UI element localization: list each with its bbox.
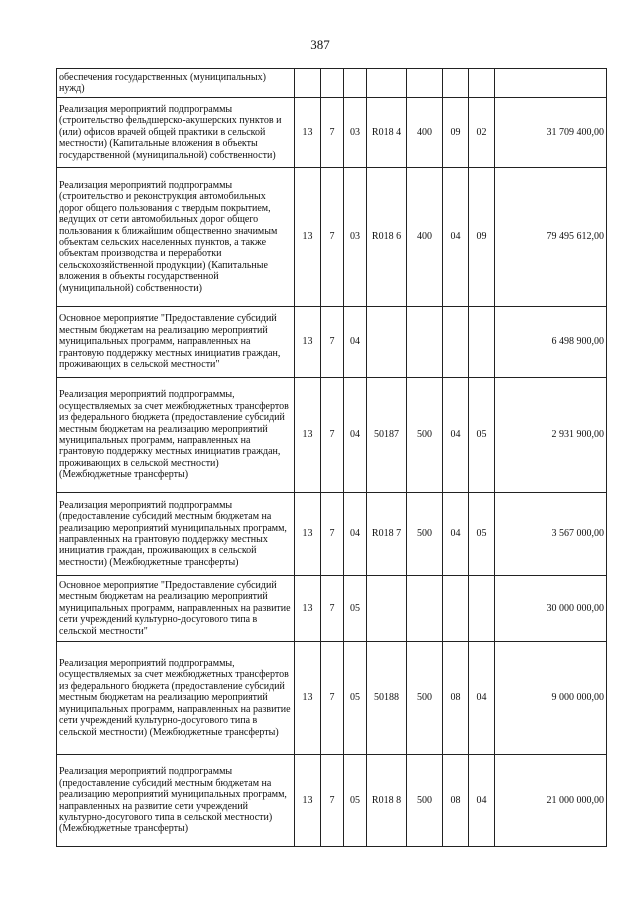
code-program: 7	[321, 642, 344, 755]
code-direction	[367, 69, 407, 98]
row-description: Реализация мероприятий подпрограммы (строительство фельдшерско-акушерских пунктов и (или) офисов врачей общей практики в сельской местности) (Капитальные вложения в объекты государственной (муниципальной) собственности)	[57, 98, 295, 168]
table-row	[57, 168, 607, 307]
code-subsection: 04	[469, 642, 495, 755]
code-subprogram: 04	[344, 378, 367, 493]
table-row	[57, 493, 607, 576]
table-body	[57, 69, 607, 847]
code-ministry: 13	[295, 755, 321, 847]
code-direction: R018 6	[367, 168, 407, 307]
code-subprogram: 05	[344, 642, 367, 755]
code-subsection: 05	[469, 378, 495, 493]
row-description: Реализация мероприятий подпрограммы, осуществляемых за счет межбюджетных трансфертов из федерального бюджета (предоставление субсидий местным бюджетам на реализацию мероприятий муниципальных программ, направленных на грантовую поддержку местных инициатив граждан, проживающих в сельской местности) (Межбюджетные трансферты)	[57, 378, 295, 493]
row-amount: 31 709 400,00	[495, 98, 607, 168]
code-program	[321, 69, 344, 98]
code-ministry: 13	[295, 642, 321, 755]
row-description: Реализация мероприятий подпрограммы (предоставление субсидий местным бюджетам на реализацию мероприятий муниципальных программ, направленных на грантовую поддержку местных инициатив граждан, проживающих в сельской местности) (Межбюджетные трансферты)	[57, 493, 295, 576]
row-description: Реализация мероприятий подпрограммы (строительство и реконструкция автомобильных дорог общего пользования с твердым покрытием, ведущих от сети автомобильных дорог общего пользования к ближайшим общественно значимым объектам сельских населенных пунктов, а также объектам производства и переработки сельскохозяйственной продукции) (Капитальные вложения в объекты государственной (муниципальной) собственности)	[57, 168, 295, 307]
code-expense-type: 500	[407, 755, 443, 847]
code-subprogram: 04	[344, 493, 367, 576]
code-direction: R018 4	[367, 98, 407, 168]
code-ministry: 13	[295, 576, 321, 642]
code-subsection: 02	[469, 98, 495, 168]
code-subprogram: 05	[344, 755, 367, 847]
row-amount: 6 498 900,00	[495, 307, 607, 378]
code-expense-type: 400	[407, 168, 443, 307]
table-row	[57, 378, 607, 493]
code-ministry: 13	[295, 307, 321, 378]
code-subprogram: 04	[344, 307, 367, 378]
code-subsection: 09	[469, 168, 495, 307]
code-expense-type: 500	[407, 378, 443, 493]
code-expense-type	[407, 69, 443, 98]
row-amount: 3 567 000,00	[495, 493, 607, 576]
code-direction	[367, 307, 407, 378]
code-expense-type: 400	[407, 98, 443, 168]
code-ministry: 13	[295, 378, 321, 493]
code-ministry: 13	[295, 493, 321, 576]
table-row	[57, 98, 607, 168]
code-section: 08	[443, 755, 469, 847]
code-subsection	[469, 69, 495, 98]
code-subsection	[469, 307, 495, 378]
code-section: 09	[443, 98, 469, 168]
table-row	[57, 755, 607, 847]
table-row	[57, 642, 607, 755]
code-direction: R018 7	[367, 493, 407, 576]
row-description: обеспечения государственных (муниципальных) нужд)	[57, 69, 295, 98]
code-direction: R018 8	[367, 755, 407, 847]
code-subsection: 05	[469, 493, 495, 576]
code-section: 04	[443, 378, 469, 493]
code-program: 7	[321, 98, 344, 168]
code-expense-type	[407, 576, 443, 642]
row-amount: 9 000 000,00	[495, 642, 607, 755]
code-section	[443, 576, 469, 642]
code-subsection: 04	[469, 755, 495, 847]
code-section: 04	[443, 168, 469, 307]
code-ministry: 13	[295, 168, 321, 307]
code-program: 7	[321, 307, 344, 378]
code-ministry: 13	[295, 98, 321, 168]
code-subprogram: 05	[344, 576, 367, 642]
code-ministry	[295, 69, 321, 98]
row-description: Основное мероприятие "Предоставление субсидий местным бюджетам на реализацию мероприятий муниципальных программ, направленных на развитие сети учреждений культурно-досугового типа в сельской местности"	[57, 576, 295, 642]
code-section	[443, 69, 469, 98]
code-section: 04	[443, 493, 469, 576]
table-row	[57, 69, 607, 98]
row-amount	[495, 69, 607, 98]
row-amount: 2 931 900,00	[495, 378, 607, 493]
table-row	[57, 307, 607, 378]
page-number: 387	[310, 37, 330, 52]
code-section	[443, 307, 469, 378]
row-description: Основное мероприятие "Предоставление субсидий местным бюджетам на реализацию мероприятий муниципальных программ, направленных на грантовую поддержку местных инициатив граждан, проживающих в сельской местности"	[57, 307, 295, 378]
code-subsection	[469, 576, 495, 642]
code-direction: 50187	[367, 378, 407, 493]
code-expense-type	[407, 307, 443, 378]
row-description: Реализация мероприятий подпрограммы (предоставление субсидий местным бюджетам на реализацию мероприятий муниципальных программ, направленных на развитие сети учреждений культурно-досугового типа в сельской местности) (Межбюджетные трансферты)	[57, 755, 295, 847]
table-row	[57, 576, 607, 642]
code-subprogram	[344, 69, 367, 98]
code-program: 7	[321, 493, 344, 576]
code-expense-type: 500	[407, 642, 443, 755]
row-description: Реализация мероприятий подпрограммы, осуществляемых за счет межбюджетных трансфертов из федерального бюджета (предоставление субсидий местным бюджетам на реализацию мероприятий муниципальных программ, направленных на развитие сети учреждений культурно-досугового типа в сельской местности) (Межбюджетные трансферты)	[57, 642, 295, 755]
code-direction: 50188	[367, 642, 407, 755]
budget-table	[56, 68, 607, 847]
code-subprogram: 03	[344, 168, 367, 307]
row-amount: 30 000 000,00	[495, 576, 607, 642]
row-amount: 79 495 612,00	[495, 168, 607, 307]
code-program: 7	[321, 168, 344, 307]
code-program: 7	[321, 755, 344, 847]
code-subprogram: 03	[344, 98, 367, 168]
code-program: 7	[321, 378, 344, 493]
code-expense-type: 500	[407, 493, 443, 576]
code-section: 08	[443, 642, 469, 755]
code-program: 7	[321, 576, 344, 642]
row-amount: 21 000 000,00	[495, 755, 607, 847]
code-direction	[367, 576, 407, 642]
